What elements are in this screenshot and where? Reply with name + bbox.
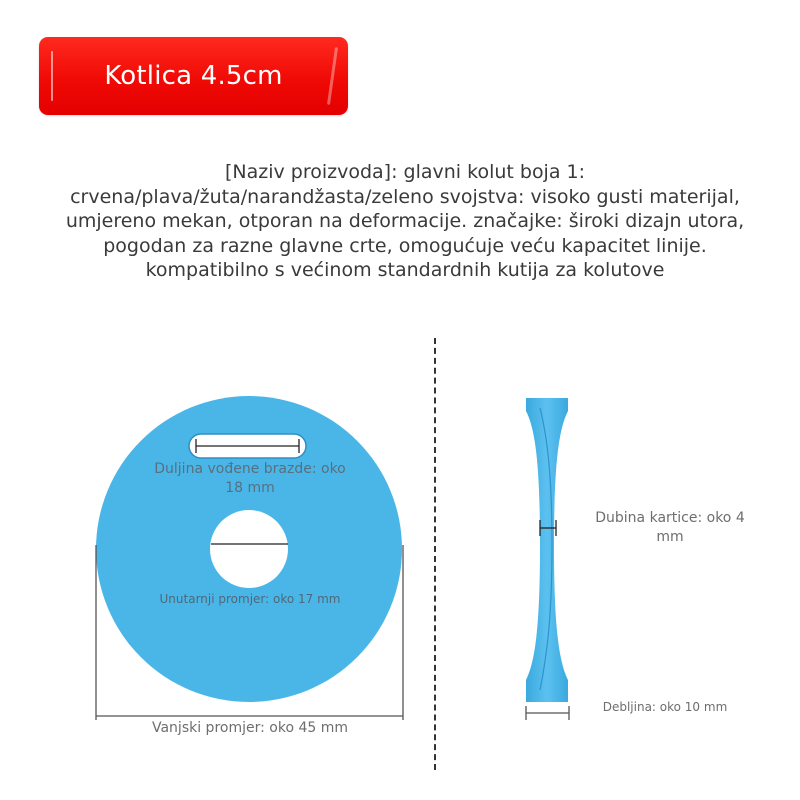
description-line: pogodan za razne glavne crte, omogućuje veću kapacitet linije.	[103, 234, 707, 257]
slot-length-label: Duljina vođene brazde: oko 18 mm	[154, 461, 346, 496]
spool-side-view	[526, 398, 569, 720]
outer-diameter-label: Vanjski promjer: oko 45 mm	[151, 720, 349, 736]
groove-depth-label: Dubina kartice: oko 4 mm	[595, 510, 745, 545]
thickness-label: Debljina: oko 10 mm	[602, 700, 728, 714]
description-line: crvena/plava/žuta/narandžasta/zeleno svojstva: visoko gusti materijal,	[70, 185, 740, 208]
description-line: [Naziv proizvoda]: glavni kolut boja 1:	[224, 161, 586, 183]
description-line: umjereno mekan, otporan na deformacije. značajke: široki dizajn utora,	[65, 210, 745, 232]
spool-front-view	[90, 390, 410, 720]
badge-title: Kotlica 4.5cm	[104, 61, 283, 91]
description-line: kompatibilno s većinom standardnih kutija za kolutove	[145, 259, 665, 281]
spool-disc	[90, 390, 410, 710]
inner-diameter-label: Unutarnji promjer: oko 17 mm	[159, 592, 341, 606]
